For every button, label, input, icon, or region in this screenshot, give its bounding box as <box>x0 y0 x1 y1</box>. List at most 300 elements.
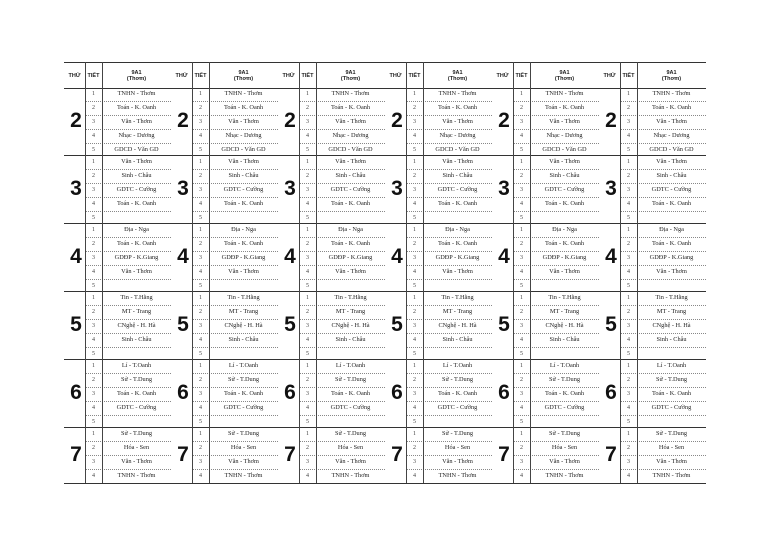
subject-teacher: Sử - T.Dung <box>656 376 687 383</box>
lesson-row <box>192 319 278 334</box>
lesson-row <box>513 223 599 238</box>
lesson-row <box>85 101 171 116</box>
period-number: 4 <box>627 133 630 139</box>
lesson-row <box>85 155 171 170</box>
subject-teacher: GDTC - Cường <box>544 404 585 411</box>
period-number: 5 <box>520 419 523 425</box>
class-teacher: (Thơm) <box>126 75 147 82</box>
period-number: 3 <box>306 255 309 261</box>
period-number: 3 <box>520 323 523 329</box>
subject-teacher: TNHN - Thơm <box>652 472 691 479</box>
lesson-row <box>406 87 492 102</box>
lesson-row <box>406 265 492 280</box>
day-block-3 <box>64 155 171 224</box>
period-number: 4 <box>306 405 309 411</box>
column-divider <box>85 62 86 483</box>
period-number: 5 <box>627 215 630 221</box>
period-number: 2 <box>306 105 309 111</box>
lesson-row <box>406 427 492 442</box>
subject-teacher: GDĐP - K.Giang <box>542 254 587 261</box>
subject-teacher: GDĐP - K.Giang <box>328 254 373 261</box>
day-number: 7 <box>284 443 296 466</box>
lesson-row <box>513 319 599 334</box>
subject-teacher: Văn - Thơm <box>335 158 366 165</box>
day-block-2 <box>385 87 492 156</box>
period-number: 2 <box>413 309 416 315</box>
period-number: 2 <box>627 445 630 451</box>
lesson-row <box>406 169 492 184</box>
period-number: 4 <box>627 405 630 411</box>
lesson-row <box>513 197 599 212</box>
column-divider <box>299 62 300 483</box>
lesson-row <box>299 101 385 116</box>
column-divider <box>406 62 407 483</box>
day-block-5 <box>278 291 385 360</box>
subject-teacher: Tin - T.Hằng <box>227 294 260 301</box>
subject-teacher: Sử - T.Dung <box>549 430 580 437</box>
period-number: 3 <box>413 459 416 465</box>
day-block-3 <box>278 155 385 224</box>
period-number: 2 <box>627 241 630 247</box>
period-number: 3 <box>92 323 95 329</box>
period-number: 4 <box>627 473 630 479</box>
subject-teacher: Toán - K. Oanh <box>544 200 585 207</box>
lesson-row <box>85 333 171 348</box>
period-number: 5 <box>413 351 416 357</box>
period-number: 1 <box>92 363 95 369</box>
lesson-row <box>299 87 385 102</box>
period-number: 2 <box>306 173 309 179</box>
header-tiet: TIẾT <box>194 72 207 79</box>
subject-teacher: Sinh - Châu <box>121 336 152 343</box>
subject-teacher: Văn - Thơm <box>656 268 687 275</box>
period-number: 5 <box>199 283 202 289</box>
lesson-row <box>620 455 706 470</box>
period-number: 1 <box>306 363 309 369</box>
period-number: 4 <box>306 201 309 207</box>
period-number: 4 <box>92 337 95 343</box>
lesson-row <box>192 305 278 320</box>
day-number: 7 <box>391 443 403 466</box>
class-name: 9A1 <box>345 69 356 76</box>
lesson-row <box>620 183 706 198</box>
period-number: 1 <box>627 91 630 97</box>
column-header <box>599 62 706 89</box>
column-divider <box>637 62 638 483</box>
lesson-row <box>299 265 385 280</box>
period-number: 4 <box>306 269 309 275</box>
period-number: 1 <box>520 363 523 369</box>
timetable-sheet <box>64 62 704 480</box>
subject-teacher: Văn - Thơm <box>121 118 152 125</box>
subject-teacher: Toán - K. Oanh <box>116 390 157 397</box>
lesson-row <box>299 169 385 184</box>
lesson-row <box>406 359 492 374</box>
lesson-row <box>85 455 171 470</box>
day-block-7 <box>171 427 278 484</box>
subject-teacher: Hóa - Sen <box>658 444 685 451</box>
lesson-row <box>513 305 599 320</box>
day-block-4 <box>278 223 385 292</box>
day-number: 3 <box>177 177 189 200</box>
day-number: 5 <box>70 313 82 336</box>
period-number: 4 <box>520 405 523 411</box>
lesson-row <box>513 401 599 416</box>
day-number: 7 <box>177 443 189 466</box>
subject-teacher: TNHN - Thơm <box>224 472 263 479</box>
period-number: 4 <box>520 133 523 139</box>
period-number: 2 <box>627 309 630 315</box>
day-number: 7 <box>498 443 510 466</box>
period-number: 1 <box>413 227 416 233</box>
lesson-row <box>192 359 278 374</box>
day-block-6 <box>171 359 278 428</box>
lesson-row <box>192 291 278 306</box>
day-number: 6 <box>498 381 510 404</box>
lesson-row <box>192 155 278 170</box>
lesson-row <box>85 169 171 184</box>
lesson-row <box>406 469 492 483</box>
lesson-row <box>513 251 599 266</box>
day-number: 2 <box>391 109 403 132</box>
subject-teacher: Toán - K. Oanh <box>116 240 157 247</box>
period-number: 5 <box>92 147 95 153</box>
subject-teacher: Toán - K. Oanh <box>116 104 157 111</box>
lesson-row <box>620 469 706 483</box>
header-thu: THỨ <box>496 72 509 79</box>
subject-teacher: Văn - Thơm <box>335 268 366 275</box>
subject-teacher: Văn - Thơm <box>228 158 259 165</box>
day-number: 2 <box>70 109 82 132</box>
subject-teacher: GDTC - Cường <box>223 404 264 411</box>
day-block-4 <box>385 223 492 292</box>
subject-teacher: GDĐP - K.Giang <box>649 254 694 261</box>
lesson-row <box>192 469 278 483</box>
period-number: 2 <box>199 309 202 315</box>
period-number: 3 <box>199 119 202 125</box>
subject-teacher: Sinh - Châu <box>442 336 473 343</box>
subject-teacher: Văn - Thơm <box>442 158 473 165</box>
class-teacher: (Thơm) <box>554 75 575 82</box>
period-number: 2 <box>92 377 95 383</box>
lesson-row <box>192 387 278 402</box>
day-block-3 <box>385 155 492 224</box>
period-number: 1 <box>413 363 416 369</box>
period-number: 3 <box>92 459 95 465</box>
subject-teacher: Toán - K. Oanh <box>330 240 371 247</box>
lesson-row <box>299 387 385 402</box>
lesson-row <box>406 305 492 320</box>
day-block-4 <box>171 223 278 292</box>
period-number: 4 <box>199 337 202 343</box>
period-number: 1 <box>92 431 95 437</box>
lesson-row <box>620 387 706 402</box>
header-thu: THỨ <box>389 72 402 79</box>
period-number: 1 <box>627 295 630 301</box>
subject-teacher: Hóa - Sen <box>230 444 257 451</box>
lesson-row <box>620 237 706 252</box>
column-divider <box>620 62 621 483</box>
period-number: 2 <box>413 173 416 179</box>
subject-teacher: Nhạc - Dương <box>439 132 476 139</box>
subject-teacher: Văn - Thơm <box>549 268 580 275</box>
header-thu: THỨ <box>68 72 81 79</box>
lesson-row <box>513 373 599 388</box>
header-class <box>102 63 171 88</box>
subject-teacher: GDCD - Văn GD <box>435 146 480 153</box>
subject-teacher: MT - Trang <box>228 308 259 315</box>
period-number: 2 <box>199 377 202 383</box>
subject-teacher: GDCD - Văn GD <box>649 146 694 153</box>
header-tiet: TIẾT <box>87 72 100 79</box>
subject-teacher: TNHN - Thơm <box>331 472 370 479</box>
period-number: 2 <box>413 445 416 451</box>
lesson-row <box>299 469 385 483</box>
period-number: 4 <box>413 201 416 207</box>
day-number: 4 <box>284 245 296 268</box>
lesson-row <box>192 427 278 442</box>
subject-teacher: CNghệ - H. Hà <box>652 322 691 329</box>
subject-teacher: TNHN - Thơm <box>545 90 584 97</box>
header-tiet: TIẾT <box>301 72 314 79</box>
subject-teacher: Sử - T.Dung <box>335 376 366 383</box>
period-number: 4 <box>199 473 202 479</box>
subject-teacher: TNHN - Thơm <box>117 90 156 97</box>
lesson-row <box>192 333 278 348</box>
lesson-row <box>620 401 706 416</box>
lesson-row <box>299 319 385 334</box>
period-number: 4 <box>413 473 416 479</box>
lesson-row <box>192 237 278 252</box>
subject-teacher: GDTC - Cường <box>437 404 478 411</box>
timetable-column <box>64 62 171 480</box>
lesson-row <box>406 401 492 416</box>
lesson-row <box>620 441 706 456</box>
lesson-row <box>406 373 492 388</box>
subject-teacher: MT - Trang <box>442 308 473 315</box>
lesson-row <box>85 183 171 198</box>
subject-teacher: GDĐP - K.Giang <box>435 254 480 261</box>
lesson-row <box>299 359 385 374</box>
day-number: 5 <box>391 313 403 336</box>
day-number: 5 <box>605 313 617 336</box>
period-number: 4 <box>627 269 630 275</box>
subject-teacher: Toán - K. Oanh <box>437 200 478 207</box>
day-number: 2 <box>498 109 510 132</box>
day-block-7 <box>278 427 385 484</box>
lesson-row <box>620 427 706 442</box>
period-number: 5 <box>627 419 630 425</box>
subject-teacher: Sử - T.Dung <box>121 430 152 437</box>
period-number: 3 <box>92 119 95 125</box>
subject-teacher: Văn - Thơm <box>228 458 259 465</box>
subject-teacher: Lí - T.Oanh <box>228 362 259 369</box>
day-number: 6 <box>391 381 403 404</box>
lesson-row <box>192 401 278 416</box>
period-number: 5 <box>306 283 309 289</box>
subject-teacher: TNHN - Thơm <box>438 90 477 97</box>
lesson-row <box>192 115 278 130</box>
class-name: 9A1 <box>131 69 142 76</box>
day-block-5 <box>64 291 171 360</box>
period-number: 5 <box>306 351 309 357</box>
day-number: 6 <box>284 381 296 404</box>
subject-teacher: Sinh - Châu <box>121 172 152 179</box>
period-number: 3 <box>306 391 309 397</box>
subject-teacher: Nhạc - Dương <box>546 132 583 139</box>
period-number: 2 <box>199 173 202 179</box>
period-number: 3 <box>306 187 309 193</box>
day-block-6 <box>492 359 599 428</box>
subject-teacher: Toán - K. Oanh <box>651 240 692 247</box>
day-number: 4 <box>391 245 403 268</box>
period-number: 5 <box>413 419 416 425</box>
class-name: 9A1 <box>666 69 677 76</box>
period-number: 2 <box>520 173 523 179</box>
subject-teacher: Sinh - Châu <box>442 172 473 179</box>
period-number: 4 <box>306 473 309 479</box>
subject-teacher: Tin - T.Hằng <box>441 294 474 301</box>
period-number: 2 <box>520 445 523 451</box>
period-number: 3 <box>413 119 416 125</box>
lesson-row <box>85 223 171 238</box>
lesson-row <box>85 265 171 280</box>
lesson-row <box>620 291 706 306</box>
lesson-row <box>406 115 492 130</box>
subject-teacher: Văn - Thơm <box>656 158 687 165</box>
lesson-row <box>85 115 171 130</box>
subject-teacher: Văn - Thơm <box>228 268 259 275</box>
period-number: 5 <box>92 351 95 357</box>
lesson-row <box>192 183 278 198</box>
subject-teacher: Sử - T.Dung <box>228 376 259 383</box>
period-number: 4 <box>199 201 202 207</box>
lesson-row <box>513 441 599 456</box>
period-number: 5 <box>520 351 523 357</box>
period-number: 1 <box>306 91 309 97</box>
lesson-row <box>513 291 599 306</box>
lesson-row <box>85 441 171 456</box>
period-number: 5 <box>306 419 309 425</box>
lesson-row <box>299 115 385 130</box>
period-number: 1 <box>413 431 416 437</box>
period-number: 3 <box>413 391 416 397</box>
day-number: 2 <box>284 109 296 132</box>
subject-teacher: GDCD - Văn GD <box>328 146 373 153</box>
period-number: 1 <box>92 227 95 233</box>
lesson-row <box>299 223 385 238</box>
lesson-row <box>513 333 599 348</box>
period-number: 1 <box>520 159 523 165</box>
subject-teacher: TNHN - Thơm <box>224 90 263 97</box>
column-header <box>278 62 385 89</box>
subject-teacher: Toán - K. Oanh <box>223 390 264 397</box>
period-number: 2 <box>199 105 202 111</box>
lesson-row <box>406 319 492 334</box>
period-number: 1 <box>199 159 202 165</box>
lesson-row <box>299 291 385 306</box>
lesson-row <box>299 183 385 198</box>
timetable-column <box>385 62 492 480</box>
column-divider <box>423 62 424 483</box>
period-number: 3 <box>199 391 202 397</box>
lesson-row <box>85 469 171 483</box>
subject-teacher: GDTC - Cường <box>330 404 371 411</box>
lesson-row <box>513 387 599 402</box>
day-block-2 <box>278 87 385 156</box>
day-block-5 <box>385 291 492 360</box>
subject-teacher: Lí - T.Oanh <box>335 362 366 369</box>
period-number: 2 <box>306 241 309 247</box>
day-block-7 <box>385 427 492 484</box>
lesson-row <box>85 387 171 402</box>
subject-teacher: GDTC - Cường <box>544 186 585 193</box>
period-number: 5 <box>627 351 630 357</box>
subject-teacher: GDTC - Cường <box>223 186 264 193</box>
column-divider <box>209 62 210 483</box>
subject-teacher: Sinh - Châu <box>656 336 687 343</box>
lesson-row <box>299 305 385 320</box>
subject-teacher: Địa - Nga <box>552 226 577 233</box>
period-number: 4 <box>627 201 630 207</box>
period-number: 5 <box>199 351 202 357</box>
period-number: 5 <box>199 215 202 221</box>
period-number: 2 <box>627 377 630 383</box>
period-number: 2 <box>92 445 95 451</box>
day-block-7 <box>64 427 171 484</box>
header-tiet: TIẾT <box>622 72 635 79</box>
lesson-row <box>620 319 706 334</box>
subject-teacher: Lí - T.Oanh <box>549 362 580 369</box>
day-number: 2 <box>177 109 189 132</box>
period-number: 1 <box>413 295 416 301</box>
period-number: 4 <box>92 473 95 479</box>
period-number: 1 <box>413 91 416 97</box>
subject-teacher: Toán - K. Oanh <box>437 240 478 247</box>
subject-teacher: Toán - K. Oanh <box>651 200 692 207</box>
class-teacher: (Thơm) <box>340 75 361 82</box>
header-class <box>423 63 492 88</box>
class-teacher: (Thơm) <box>447 75 468 82</box>
subject-teacher: Lí - T.Oanh <box>442 362 473 369</box>
day-block-6 <box>278 359 385 428</box>
lesson-row <box>192 101 278 116</box>
subject-teacher: Hóa - Sen <box>123 444 150 451</box>
lesson-row <box>406 387 492 402</box>
period-number: 2 <box>92 173 95 179</box>
period-number: 1 <box>199 295 202 301</box>
subject-teacher: Toán - K. Oanh <box>651 390 692 397</box>
subject-teacher: Toán - K. Oanh <box>544 390 585 397</box>
day-number: 5 <box>284 313 296 336</box>
period-number: 4 <box>199 405 202 411</box>
day-block-5 <box>492 291 599 360</box>
subject-teacher: MT - Trang <box>549 308 580 315</box>
period-number: 1 <box>306 431 309 437</box>
header-class <box>637 63 706 88</box>
lesson-row <box>192 455 278 470</box>
period-number: 3 <box>520 391 523 397</box>
day-number: 6 <box>177 381 189 404</box>
period-number: 3 <box>627 391 630 397</box>
lesson-row <box>513 183 599 198</box>
lesson-row <box>299 401 385 416</box>
subject-teacher: Sử - T.Dung <box>228 430 259 437</box>
subject-teacher: Văn - Thơm <box>335 118 366 125</box>
period-number: 3 <box>306 323 309 329</box>
period-number: 1 <box>199 363 202 369</box>
subject-teacher: Sử - T.Dung <box>442 376 473 383</box>
